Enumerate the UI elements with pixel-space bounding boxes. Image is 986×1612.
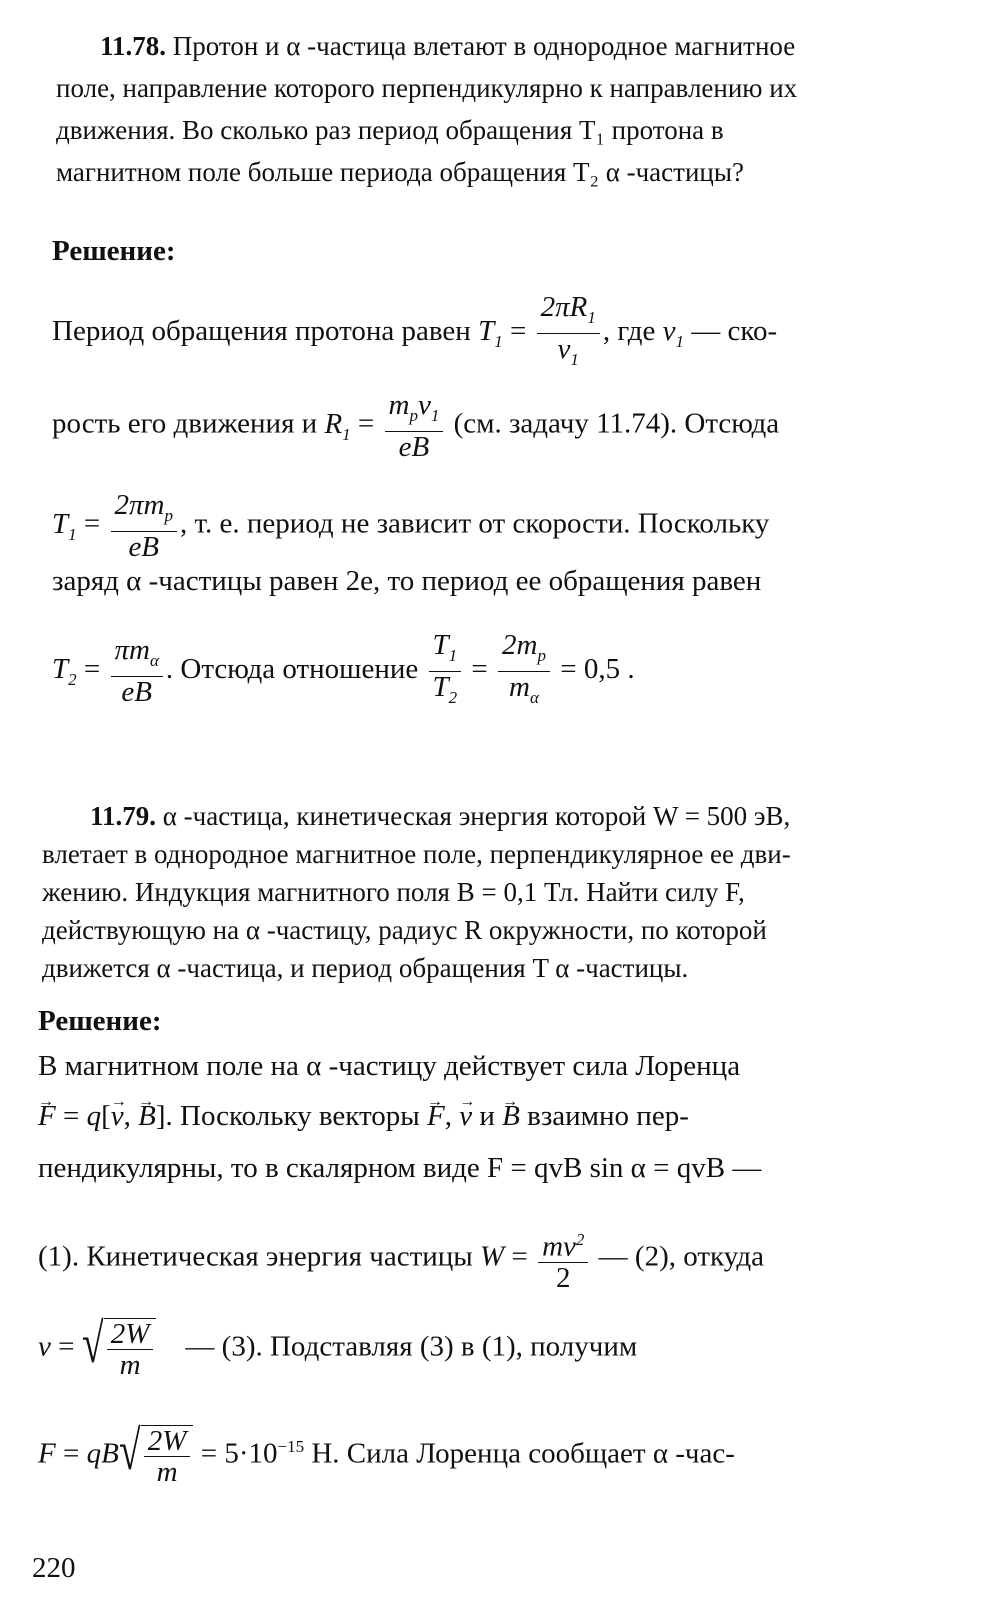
solution-11-78-line-5: $T_2$ = $\frac{\pi m_\alpha}{eB}$ . Отсюда отношение $\frac{T_1}{T_2}$ = $\frac{2m_p}{m_\alpha}$ = 0,5 . [52, 630, 635, 713]
fraction: $\frac{m_pv_1}{eB}$ [385, 390, 444, 462]
problem-11-78-line-4: магнитном поле больше периода обращения T₂ α -частицы? [56, 157, 744, 187]
fraction: $\frac{\pi m_\alpha}{eB}$ [111, 635, 163, 707]
problem-text: α -частица, кинетическая энергия которой W = 500 эВ, [162, 801, 791, 831]
solution-11-78-line-2: рость его движения и $R_1$ = $\frac{m_pv_1}{eB}$ (см. задачу 11.74). Отсюда [52, 389, 780, 463]
solution-11-79-line-4: (1). Кинетическая энергия частицы W = $\frac{mv^2}{2}$ — (2), откуда [38, 1225, 764, 1293]
problem-11-79-line-2: влетает в однородное магнитное поле, перпендикулярное ее дви- [42, 839, 791, 869]
solution-11-79-line-5: v = √ $\frac{2W}{m}$ — (3). Подставляя (3) в (1), получим [38, 1313, 638, 1381]
text: . Отсюда отношение [165, 652, 419, 685]
problem-11-78-line-2: поле, направление которого перпендикулярно к направлению их [56, 73, 798, 103]
text: — (3). Подставляя (3) в (1), получим [185, 1330, 638, 1363]
text: Период обращения протона равен [52, 314, 471, 347]
text: Н. Сила Лоренца сообщает α -час- [311, 1437, 735, 1470]
text: = 5·10 [200, 1437, 278, 1470]
text: . Поскольку векторы [165, 1100, 420, 1132]
exponent: −15 [277, 1437, 305, 1456]
text: (1). Кинетическая энергия частицы [38, 1240, 473, 1273]
problem-number: 11.79. [90, 801, 157, 831]
solution-heading-2: Решение: [38, 1005, 162, 1037]
problem-11-78-line-3: движения. Во сколько раз период обращения T₁ протона в [56, 115, 724, 145]
problem-11-79-line-3: жению. Индукция магнитного поля B = 0,1 Тл. Найти силу F, [42, 877, 745, 907]
problem-11-79-line-5: движется α -частица, и период обращения T α -частицы. [42, 953, 689, 983]
solution-11-78-line-3: $T_1$ = $\frac{2\pi m_p}{eB}$ , т. е. период не зависит от скорости. Поскольку [52, 489, 770, 563]
solution-11-79-line-1: В магнитном поле на α -частицу действует сила Лоренца [38, 1050, 741, 1082]
solution-11-79-line-3: пендикулярны, то в скалярном виде F = qvB sin α = qvB — [38, 1152, 762, 1184]
solution-11-79-line-6: F = qB √ $\frac{2W}{m}$ = $5\cdot 10^{-15}$ Н. Сила Лоренца сообщает α -час- [38, 1420, 735, 1488]
fraction: $\frac{mv^2}{2}$ [538, 1225, 588, 1293]
text: взаимно пер- [527, 1100, 689, 1132]
square-root: √ $\frac{2W}{m}$ [119, 1425, 194, 1487]
solution-11-78-line-1: Период обращения протона равен $T_1$ = $\frac{2\pi R_1}{v_1}$ , где $v_1$ — ско- [52, 292, 777, 375]
text: , т. е. период не зависит от скорости. Поскольку [179, 507, 770, 540]
solution-11-78-line-4: заряд α -частицы равен 2e, то период ее обращения равен [52, 565, 762, 597]
solution-11-79-line-2: → F = q[→ v, → B]. Поскольку векторы → F, → v и → B взаимно пер- [38, 1100, 689, 1132]
text: — (2), откуда [598, 1240, 764, 1273]
solution-heading: Решение: [52, 235, 176, 267]
fraction: $\frac{2\pi m_p}{eB}$ [111, 490, 177, 562]
text: , где [602, 314, 656, 347]
text: (см. задачу 11.74). Отсюда [453, 407, 780, 440]
fraction: $\frac{2\pi R_1}{v_1}$ [537, 292, 600, 375]
page-number: 220 [32, 1552, 76, 1584]
square-root: √ $\frac{2W}{m}$ [82, 1318, 157, 1380]
fraction: $\frac{T_1}{T_2}$ [429, 630, 462, 713]
problem-11-79-line-4: действующую на α -частицу, радиус R окружности, по которой [42, 915, 767, 945]
problem-11-78-line-1 [100, 30, 795, 62]
text: — ско- [691, 314, 778, 347]
text: рость его движения и [52, 407, 318, 440]
text: = 0,5 . [560, 652, 635, 685]
problem-11-79-line-1 [90, 800, 790, 832]
problem-text: Протон и α -частица влетают в однородное магнитное [172, 31, 796, 61]
problem-number: 11.78. [100, 31, 167, 61]
fraction: $\frac{2m_p}{m_\alpha}$ [498, 630, 550, 713]
